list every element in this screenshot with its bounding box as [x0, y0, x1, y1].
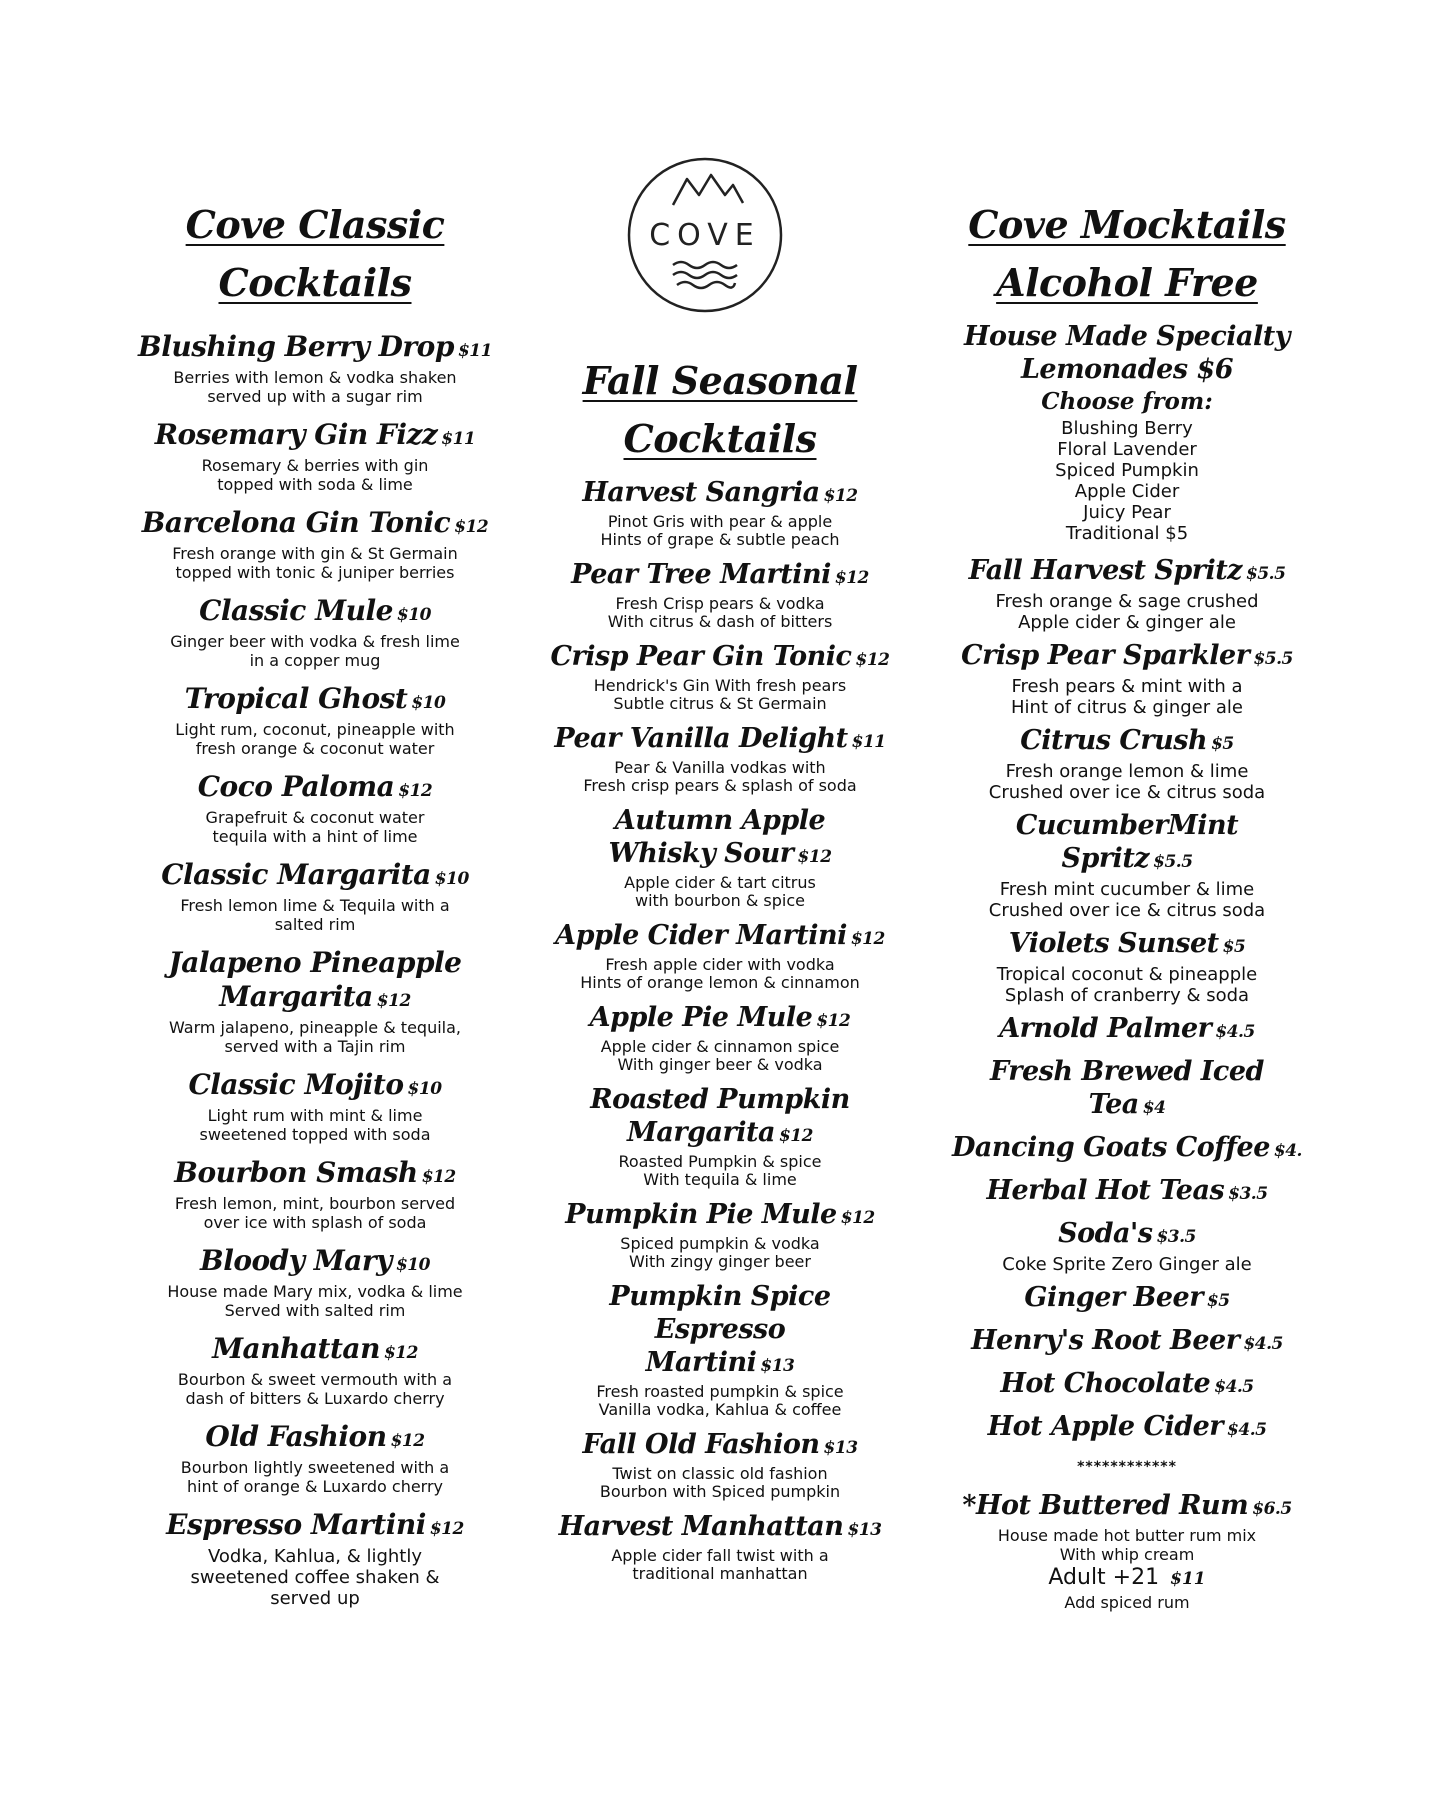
menu-item — [948, 1217, 1306, 1275]
lemonade-price: $6 — [1196, 354, 1234, 385]
item-name-text: Pumpkin Spice Espresso — [609, 1281, 831, 1345]
item-name — [948, 1281, 1306, 1318]
item-name-text: Harvest Sangria — [582, 477, 820, 508]
item-name — [948, 639, 1306, 676]
item-name — [948, 1012, 1306, 1049]
item-name — [130, 1244, 500, 1282]
item-price: $12 — [834, 568, 869, 588]
menu-item — [130, 1244, 500, 1320]
item-name — [948, 724, 1306, 761]
item-price: $3.5 — [1156, 1227, 1196, 1247]
divider: ************ — [1077, 1459, 1177, 1475]
item-price: $12 — [797, 847, 832, 867]
item-price: $5.5 — [1246, 564, 1286, 584]
mocktails-heading-line: Cove Mocktails — [968, 202, 1286, 247]
menu-item — [540, 1083, 900, 1189]
menu-item — [130, 594, 500, 670]
menu-item — [948, 639, 1306, 718]
item-name — [540, 722, 900, 759]
item-desc-line: Light rum with mint & lime — [207, 1106, 423, 1125]
item-price: $4.5 — [1214, 1377, 1254, 1397]
item-desc-line: Roasted Pumpkin & spice — [618, 1152, 822, 1171]
item-desc-line: Fresh orange lemon & lime — [1005, 761, 1249, 782]
item-price: $12 — [778, 1126, 813, 1146]
item-desc-line: Apple cider & tart citrus — [624, 873, 816, 892]
item-desc-line: Crushed over ice & citrus soda — [988, 782, 1266, 803]
item-desc-line: Apple cider & cinnamon spice — [600, 1037, 840, 1056]
item-name-text: Pumpkin Pie Mule — [565, 1199, 837, 1230]
menu-item — [540, 722, 900, 795]
item-desc-line: sweetened coffee shaken & — [190, 1567, 440, 1588]
item-price: $13 — [847, 1520, 882, 1540]
item-name — [948, 1217, 1306, 1254]
menu-item — [540, 476, 900, 549]
item-name-text: CucumberMint Spritz — [1015, 810, 1239, 874]
adult-price: $11 — [1170, 1569, 1206, 1589]
item-name — [130, 858, 500, 896]
item-desc-line: Bourbon lightly sweetened with a — [180, 1458, 450, 1477]
menu-item — [540, 1280, 900, 1419]
item-price: $12 — [376, 991, 411, 1011]
lemonade-flavor: Apple Cider — [1074, 481, 1180, 502]
item-name-text: Martini — [645, 1347, 757, 1378]
item-name-text: Rosemary Gin Fizz — [154, 418, 438, 451]
item-name — [540, 1428, 900, 1465]
item-name-text: Apple Pie Mule — [589, 1002, 813, 1033]
item-desc-line: With tequila & lime — [643, 1170, 797, 1189]
item-price: $12 — [816, 1011, 851, 1031]
item-desc-line: Pinot Gris with pear & apple — [607, 512, 833, 531]
item-price: $10 — [411, 693, 446, 713]
item-desc-line: Fresh orange with gin & St Germain — [172, 544, 458, 563]
menu-item — [948, 927, 1306, 1006]
menu-item — [540, 1428, 900, 1501]
item-name — [948, 809, 1306, 879]
item-name-text: Classic Mule — [199, 594, 393, 627]
item-name-text: Bourbon Smash — [174, 1156, 418, 1189]
item-name-line — [540, 1116, 900, 1153]
seasonal-heading — [540, 352, 900, 468]
item-desc-line: Apple cider & ginger ale — [1018, 612, 1236, 633]
item-name-text: Soda's — [1058, 1218, 1153, 1249]
item-name-text: Tropical Ghost — [184, 682, 408, 715]
item-name — [948, 1174, 1306, 1211]
menu-item — [948, 1324, 1306, 1361]
menu-item — [130, 858, 500, 934]
item-price: $10 — [407, 1079, 442, 1099]
item-price: $4.5 — [1215, 1022, 1255, 1042]
item-name — [948, 1367, 1306, 1404]
item-name — [540, 1510, 900, 1547]
item-name — [130, 594, 500, 632]
lemonade-item — [948, 320, 1306, 544]
menu-item — [130, 1068, 500, 1144]
lemonade-flavor: Floral Lavender — [1057, 439, 1197, 460]
menu-item — [130, 1332, 500, 1408]
classic-heading — [130, 196, 500, 312]
item-desc-line: Ginger beer with vodka & fresh lime — [170, 632, 460, 651]
item-desc-line: Twist on classic old fashion — [612, 1464, 828, 1483]
item-name-text: Autumn Apple — [614, 805, 826, 836]
item-price: $4.5 — [1227, 1420, 1267, 1440]
item-name-text: Fall Old Fashion — [582, 1429, 820, 1460]
item-name-line — [540, 804, 900, 837]
item-desc-line: Fresh lemon lime & Tequila with a — [180, 896, 450, 915]
menu-item — [130, 770, 500, 846]
item-name — [540, 1198, 900, 1235]
item-desc-line: dash of bitters & Luxardo cherry — [185, 1389, 445, 1408]
item-note: Add spiced rum — [1064, 1593, 1190, 1612]
lemonade-flavor-list — [948, 418, 1306, 544]
item-desc-line: Hints of grape & subtle peach — [600, 530, 840, 549]
item-desc-line: Spiced pumpkin & vodka — [620, 1234, 820, 1253]
item-name-text: Manhattan — [212, 1332, 380, 1365]
item-name — [948, 927, 1306, 964]
classic-cocktails-section — [130, 196, 500, 1621]
adult-label: Adult +21 — [1048, 1565, 1160, 1590]
item-desc-line: Served with salted rim — [224, 1301, 406, 1320]
item-name-text: Espresso Martini — [166, 1508, 426, 1541]
adult-line — [948, 1564, 1306, 1593]
lemonade-title-line: House Made Specialty — [964, 321, 1290, 352]
item-desc-line: Fresh lemon, mint, bourbon served — [174, 1194, 456, 1213]
item-desc-line: served up with a sugar rim — [207, 387, 423, 406]
item-desc-line: With citrus & dash of bitters — [607, 612, 833, 631]
item-price: $5.5 — [1153, 852, 1193, 872]
lemonade-flavor: Traditional $5 — [1065, 523, 1189, 544]
menu-item — [948, 1410, 1306, 1447]
item-desc-line: Berries with lemon & vodka shaken — [173, 368, 457, 387]
item-price: $12 — [850, 929, 885, 949]
menu-item — [540, 804, 900, 910]
item-desc-line: topped with soda & lime — [217, 475, 413, 494]
mocktail-item-list — [948, 554, 1306, 1447]
item-name-text: Margarita — [627, 1117, 775, 1148]
item-desc-line: Apple cider fall twist with a — [611, 1546, 829, 1565]
item-desc-line: Coke Sprite Zero Ginger ale — [1002, 1254, 1252, 1275]
cove-logo — [625, 155, 785, 315]
item-name — [130, 1156, 500, 1194]
mocktails-heading — [948, 196, 1306, 312]
item-name-text: Crisp Pear Gin Tonic — [550, 641, 852, 672]
menu-item — [540, 1001, 900, 1074]
waves-icon — [673, 262, 737, 288]
menu-item — [130, 1420, 500, 1496]
item-name-text: Hot Apple Cider — [987, 1411, 1224, 1442]
seasonal-cocktails-section — [540, 352, 900, 1592]
mocktails-heading-line: Alcohol Free — [996, 260, 1258, 305]
item-name — [948, 554, 1306, 591]
item-name-text: Violets Sunset — [1008, 928, 1219, 959]
item-name-line — [540, 1083, 900, 1116]
lemonade-flavor: Blushing Berry — [1061, 418, 1193, 439]
item-name-text: Dancing Goats Coffee — [952, 1132, 1270, 1163]
item-name — [948, 1131, 1306, 1168]
item-name-text: Henry's Root Beer — [971, 1325, 1240, 1356]
menu-item — [948, 1281, 1306, 1318]
item-name — [130, 1508, 500, 1546]
menu-item — [130, 506, 500, 582]
item-desc-line: Fresh orange & sage crushed — [995, 591, 1259, 612]
item-desc-line: Bourbon with Spiced pumpkin — [599, 1482, 841, 1501]
item-price: $4. — [1273, 1141, 1302, 1161]
item-price: $3.5 — [1228, 1184, 1268, 1204]
item-desc-line: Warm jalapeno, pineapple & tequila, — [168, 1018, 461, 1037]
item-price: $12 — [390, 1431, 425, 1451]
item-price: $11 — [851, 732, 886, 752]
item-price: $10 — [395, 1255, 430, 1275]
item-price: $13 — [760, 1356, 795, 1376]
item-desc-line: in a copper mug — [249, 651, 381, 670]
item-name-text: Harvest Manhattan — [558, 1511, 844, 1542]
item-name-text: Barcelona Gin Tonic — [141, 506, 451, 539]
item-desc-line: Grapefruit & coconut water — [205, 808, 425, 827]
item-price: $12 — [855, 650, 890, 670]
item-desc-line: Hints of orange lemon & cinnamon — [580, 973, 860, 992]
item-name-text: Old Fashion — [205, 1420, 387, 1453]
item-price: $13 — [823, 1438, 858, 1458]
logo-text: COVE — [649, 218, 761, 253]
item-name — [540, 640, 900, 677]
item-name-text: Pear Tree Martini — [571, 559, 831, 590]
item-name-line — [540, 1346, 900, 1383]
item-price: $10 — [434, 869, 469, 889]
item-name — [130, 1420, 500, 1458]
item-name — [130, 682, 500, 720]
menu-item — [130, 330, 500, 406]
item-name — [948, 1489, 1306, 1526]
item-desc-line: topped with tonic & juniper berries — [175, 563, 455, 582]
item-price: $5.5 — [1253, 649, 1293, 669]
item-name-text: *Hot Buttered Rum — [962, 1490, 1249, 1521]
item-name — [948, 1055, 1306, 1125]
menu-item — [130, 682, 500, 758]
item-price: $11 — [441, 429, 476, 449]
item-name — [130, 1068, 500, 1106]
item-price: $12 — [840, 1208, 875, 1228]
item-name — [540, 558, 900, 595]
item-desc-line: Rosemary & berries with gin — [201, 456, 429, 475]
classic-heading-line: Cove Classic — [185, 202, 445, 247]
hot-buttered-rum-item — [948, 1489, 1306, 1612]
item-desc-line: over ice with splash of soda — [203, 1213, 427, 1232]
item-name — [130, 1332, 500, 1370]
item-desc-line: Pear & Vanilla vodkas with — [614, 758, 826, 777]
menu-item — [948, 1012, 1306, 1049]
item-desc-line: Fresh mint cucumber & lime — [999, 879, 1255, 900]
item-name-text: Classic Margarita — [161, 858, 431, 891]
item-name — [540, 919, 900, 956]
menu-item — [948, 1131, 1306, 1168]
item-desc-line: Hendrick's Gin With fresh pears — [593, 676, 847, 695]
item-name-text: Jalapeno Pineapple — [168, 946, 462, 979]
seasonal-heading-line: Fall Seasonal — [582, 358, 858, 403]
menu-item — [948, 1174, 1306, 1211]
menu-item — [130, 946, 500, 1056]
item-price: $6.5 — [1252, 1499, 1292, 1519]
item-desc-line: Vanilla vodka, Kahlua & coffee — [598, 1400, 842, 1419]
item-price: $11 — [457, 341, 492, 361]
item-desc-line: Hint of citrus & ginger ale — [1011, 697, 1243, 718]
item-desc-line: Fresh roasted pumpkin & spice — [596, 1382, 844, 1401]
item-name — [948, 1410, 1306, 1447]
lemonade-flavor: Juicy Pear — [1083, 502, 1171, 523]
classic-heading-line: Cocktails — [218, 260, 412, 305]
item-desc-line: Fresh apple cider with vodka — [605, 955, 835, 974]
item-price: $10 — [396, 605, 431, 625]
item-desc-line: tequila with a hint of lime — [212, 827, 418, 846]
item-desc-line: Vodka, Kahlua, & lightly — [207, 1546, 423, 1567]
item-name-text: Pear Vanilla Delight — [554, 723, 848, 754]
item-price: $4 — [1142, 1098, 1166, 1118]
menu-item — [130, 1156, 500, 1232]
lemonade-title-line-2 — [948, 353, 1306, 386]
menu-item — [540, 640, 900, 713]
item-price: $12 — [429, 1519, 464, 1539]
item-price: $4.5 — [1243, 1334, 1283, 1354]
item-price: $12 — [398, 781, 433, 801]
item-name-text: Whisky Sour — [608, 838, 794, 869]
menu-item — [130, 418, 500, 494]
item-price: $12 — [823, 486, 858, 506]
item-desc-line: hint of orange & Luxardo cherry — [186, 1477, 444, 1496]
mountain-icon — [673, 175, 743, 205]
item-name-text: Bloody Mary — [200, 1244, 392, 1277]
menu-item — [948, 1055, 1306, 1125]
item-desc-line: House made Mary mix, vodka & lime — [167, 1282, 463, 1301]
item-price: $12 — [421, 1167, 456, 1187]
item-name-text: Fall Harvest Spritz — [968, 555, 1243, 586]
menu-item — [540, 919, 900, 992]
lemonade-title-text: Lemonades — [1020, 354, 1188, 385]
item-desc-line: Crushed over ice & citrus soda — [988, 900, 1266, 921]
mocktails-section — [948, 196, 1306, 1618]
item-desc-line: With zingy ginger beer — [629, 1252, 811, 1271]
item-desc-line: Bourbon & sweet vermouth with a — [177, 1370, 453, 1389]
item-name-text: Ginger Beer — [1024, 1282, 1203, 1313]
item-name-text: Coco Paloma — [197, 770, 395, 803]
menu-item — [948, 554, 1306, 633]
item-name-text: Classic Mojito — [188, 1068, 404, 1101]
item-name-line — [540, 1280, 900, 1346]
item-price: $5 — [1211, 734, 1234, 754]
item-desc-line: sweetened topped with soda — [199, 1125, 431, 1144]
item-desc-line: With ginger beer & vodka — [617, 1055, 823, 1074]
item-desc-line: with bourbon & spice — [634, 891, 805, 910]
item-desc-line: traditional manhattan — [632, 1564, 808, 1583]
item-name-line — [130, 980, 500, 1018]
item-name-text: Citrus Crush — [1020, 725, 1208, 756]
lemonade-choose-label: Choose from: — [1041, 388, 1213, 415]
item-name — [130, 770, 500, 808]
item-desc-line: Fresh pears & mint with a — [1011, 676, 1243, 697]
seasonal-item-list — [540, 476, 900, 1583]
item-desc-line: Light rum, coconut, pineapple with — [175, 720, 455, 739]
item-desc-line: fresh orange & coconut water — [195, 739, 435, 758]
item-name-text: Roasted Pumpkin — [590, 1084, 850, 1115]
menu-item — [948, 724, 1306, 803]
item-desc-line: salted rim — [274, 915, 356, 934]
item-price: $12 — [454, 517, 489, 537]
classic-item-list — [130, 330, 500, 1609]
item-name-text: Herbal Hot Teas — [986, 1175, 1225, 1206]
item-desc-line: With whip cream — [1059, 1545, 1195, 1564]
item-name-text: Apple Cider Martini — [555, 920, 847, 951]
item-price: $5 — [1206, 1291, 1230, 1311]
item-price: $12 — [383, 1343, 418, 1363]
item-name — [540, 476, 900, 513]
item-name-text: Blushing Berry Drop — [138, 330, 454, 363]
lemonade-flavor: Spiced Pumpkin — [1055, 460, 1199, 481]
item-price: $5 — [1222, 937, 1246, 957]
menu-item — [948, 1367, 1306, 1404]
item-desc-line: served up — [270, 1588, 360, 1609]
menu-item — [540, 1510, 900, 1583]
item-desc-line: House made hot butter rum mix — [997, 1526, 1257, 1545]
item-name-line — [130, 946, 500, 980]
menu-item — [130, 1508, 500, 1609]
item-name-text: Hot Chocolate — [1000, 1368, 1211, 1399]
item-desc-line: Fresh crisp pears & splash of soda — [583, 776, 857, 795]
menu-item — [540, 1198, 900, 1271]
item-desc-line: Fresh Crisp pears & vodka — [615, 594, 825, 613]
item-name — [948, 1324, 1306, 1361]
menu-item — [540, 558, 900, 631]
item-desc-line: Splash of cranberry & soda — [1004, 985, 1250, 1006]
item-desc-line: Subtle citrus & St Germain — [613, 694, 827, 713]
item-name — [130, 506, 500, 544]
item-name — [540, 1001, 900, 1038]
item-name-text: Margarita — [219, 980, 373, 1013]
item-name — [130, 330, 500, 368]
item-name-text: Crisp Pear Sparkler — [961, 640, 1250, 671]
item-name-text: Arnold Palmer — [999, 1013, 1212, 1044]
item-name-line — [540, 837, 900, 874]
item-desc-line: Tropical coconut & pineapple — [996, 964, 1258, 985]
item-name — [130, 418, 500, 456]
item-name-text: Fresh Brewed Iced Tea — [990, 1056, 1264, 1120]
menu-item — [948, 809, 1306, 921]
item-desc-line: served with a Tajin rim — [224, 1037, 406, 1056]
seasonal-heading-line: Cocktails — [623, 416, 817, 461]
